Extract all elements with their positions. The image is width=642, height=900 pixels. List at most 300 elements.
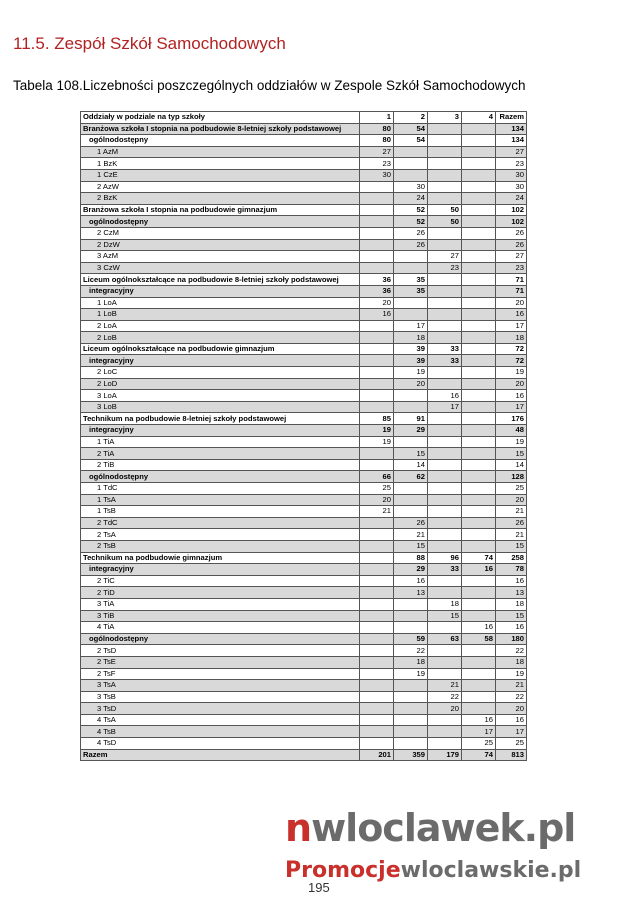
- table-row: [81, 587, 527, 599]
- value-cell: [428, 483, 462, 495]
- value-cell: [462, 436, 496, 448]
- value-cell: [428, 529, 462, 541]
- row-label: 3 TiA: [81, 598, 360, 610]
- value-cell: 22: [428, 691, 462, 703]
- row-label: 4 TsA: [81, 714, 360, 726]
- value-cell: [428, 471, 462, 483]
- value-cell: [394, 506, 428, 518]
- row-label: 2 CzM: [81, 227, 360, 239]
- value-cell: [462, 471, 496, 483]
- value-cell: [462, 216, 496, 228]
- value-cell: [394, 297, 428, 309]
- value-cell: 36: [360, 274, 394, 286]
- table-body: [81, 123, 527, 761]
- table-row: [81, 332, 527, 344]
- value-cell: 15: [496, 540, 527, 552]
- value-cell: [394, 309, 428, 321]
- table-row: [81, 506, 527, 518]
- value-cell: 25: [496, 483, 527, 495]
- value-cell: 26: [394, 227, 428, 239]
- value-cell: [360, 343, 394, 355]
- value-cell: 21: [428, 680, 462, 692]
- table-row: [81, 610, 527, 622]
- value-cell: [394, 390, 428, 402]
- table-row: [81, 459, 527, 471]
- value-cell: 29: [394, 564, 428, 576]
- value-cell: 59: [394, 633, 428, 645]
- table-row: [81, 239, 527, 251]
- value-cell: 72: [496, 343, 527, 355]
- table-row: [81, 703, 527, 715]
- value-cell: 58: [462, 633, 496, 645]
- value-cell: 21: [496, 506, 527, 518]
- value-cell: [360, 540, 394, 552]
- value-cell: [462, 309, 496, 321]
- value-cell: 23: [496, 158, 527, 170]
- table-row: [81, 401, 527, 413]
- row-label: 3 TiB: [81, 610, 360, 622]
- value-cell: [428, 656, 462, 668]
- table-row: [81, 251, 527, 263]
- value-cell: [462, 494, 496, 506]
- table-row: [81, 738, 527, 750]
- row-label: 2 BzK: [81, 193, 360, 205]
- value-cell: 25: [360, 483, 394, 495]
- value-cell: 33: [428, 564, 462, 576]
- row-label: integracyjny: [81, 564, 360, 576]
- row-label: Liceum ogólnokształcące na podbudowie gimnazjum: [81, 343, 360, 355]
- row-label: 3 TsA: [81, 680, 360, 692]
- value-cell: [462, 656, 496, 668]
- row-label: 1 AzM: [81, 146, 360, 158]
- table-row: [81, 483, 527, 495]
- table-row: [81, 343, 527, 355]
- value-cell: [394, 610, 428, 622]
- header-cell: 2: [394, 112, 428, 124]
- row-label: 4 TiA: [81, 622, 360, 634]
- value-cell: 18: [496, 598, 527, 610]
- value-cell: [428, 309, 462, 321]
- value-cell: 16: [462, 622, 496, 634]
- value-cell: 74: [462, 749, 496, 761]
- watermark-text: wloclawskie.pl: [400, 858, 582, 883]
- row-label: ogólnodostępny: [81, 216, 360, 228]
- value-cell: [360, 622, 394, 634]
- value-cell: [428, 459, 462, 471]
- header-cell: Razem: [496, 112, 527, 124]
- value-cell: [428, 436, 462, 448]
- value-cell: 88: [394, 552, 428, 564]
- value-cell: [462, 390, 496, 402]
- value-cell: [462, 146, 496, 158]
- value-cell: 19: [496, 436, 527, 448]
- row-label: Technikum na podbudowie 8-letniej szkoły podstawowej: [81, 413, 360, 425]
- value-cell: [360, 517, 394, 529]
- value-cell: [462, 274, 496, 286]
- value-cell: [462, 123, 496, 135]
- row-label: 2 AzW: [81, 181, 360, 193]
- value-cell: [462, 158, 496, 170]
- value-cell: 27: [360, 146, 394, 158]
- value-cell: 16: [496, 714, 527, 726]
- table-row: [81, 320, 527, 332]
- value-cell: [360, 193, 394, 205]
- value-cell: [360, 390, 394, 402]
- row-label: 2 TsA: [81, 529, 360, 541]
- value-cell: 26: [394, 239, 428, 251]
- value-cell: [428, 506, 462, 518]
- table-row: [81, 680, 527, 692]
- value-cell: 30: [496, 169, 527, 181]
- value-cell: 14: [394, 459, 428, 471]
- table-header-row: [81, 112, 527, 124]
- value-cell: [360, 401, 394, 413]
- value-cell: [428, 123, 462, 135]
- row-label: 1 LoA: [81, 297, 360, 309]
- table-row: [81, 378, 527, 390]
- value-cell: [462, 575, 496, 587]
- page-number: 195: [308, 880, 330, 895]
- value-cell: [360, 181, 394, 193]
- value-cell: 16: [462, 714, 496, 726]
- value-cell: 23: [360, 158, 394, 170]
- value-cell: [462, 483, 496, 495]
- value-cell: [462, 227, 496, 239]
- row-label: 1 TsB: [81, 506, 360, 518]
- value-cell: [360, 680, 394, 692]
- value-cell: 24: [394, 193, 428, 205]
- value-cell: 21: [360, 506, 394, 518]
- table-row: [81, 390, 527, 402]
- value-cell: 21: [496, 529, 527, 541]
- value-cell: 18: [394, 656, 428, 668]
- value-cell: [462, 703, 496, 715]
- table-row: [81, 749, 527, 761]
- value-cell: 813: [496, 749, 527, 761]
- value-cell: [462, 425, 496, 437]
- value-cell: 50: [428, 204, 462, 216]
- value-cell: 52: [394, 216, 428, 228]
- table-row: [81, 471, 527, 483]
- value-cell: [428, 378, 462, 390]
- value-cell: [462, 355, 496, 367]
- value-cell: 18: [496, 332, 527, 344]
- table-row: [81, 656, 527, 668]
- value-cell: 20: [496, 378, 527, 390]
- value-cell: 16: [462, 564, 496, 576]
- row-label: 3 LoB: [81, 401, 360, 413]
- value-cell: [360, 320, 394, 332]
- value-cell: [360, 668, 394, 680]
- value-cell: [394, 251, 428, 263]
- value-cell: [394, 622, 428, 634]
- value-cell: 18: [394, 332, 428, 344]
- value-cell: 19: [496, 668, 527, 680]
- value-cell: [360, 726, 394, 738]
- value-cell: [462, 645, 496, 657]
- value-cell: 74: [462, 552, 496, 564]
- value-cell: [360, 367, 394, 379]
- value-cell: [462, 343, 496, 355]
- value-cell: 35: [394, 274, 428, 286]
- table-row: [81, 355, 527, 367]
- value-cell: 72: [496, 355, 527, 367]
- value-cell: [462, 506, 496, 518]
- value-cell: [462, 448, 496, 460]
- row-label: 2 LoA: [81, 320, 360, 332]
- value-cell: 16: [496, 575, 527, 587]
- value-cell: 20: [496, 494, 527, 506]
- value-cell: 17: [394, 320, 428, 332]
- value-cell: 20: [360, 494, 394, 506]
- value-cell: 54: [394, 135, 428, 147]
- table-row: [81, 668, 527, 680]
- value-cell: 134: [496, 135, 527, 147]
- class-counts-table: [80, 111, 527, 761]
- value-cell: 13: [496, 587, 527, 599]
- value-cell: [428, 668, 462, 680]
- row-label: 1 CzE: [81, 169, 360, 181]
- table-row: [81, 425, 527, 437]
- value-cell: [428, 413, 462, 425]
- value-cell: 19: [360, 425, 394, 437]
- value-cell: 128: [496, 471, 527, 483]
- value-cell: 134: [496, 123, 527, 135]
- row-label: 2 TiA: [81, 448, 360, 460]
- row-label: 2 TiB: [81, 459, 360, 471]
- table-row: [81, 181, 527, 193]
- table-row: [81, 146, 527, 158]
- value-cell: [360, 227, 394, 239]
- watermark-logo-nwloclawek: [285, 806, 575, 850]
- value-cell: 66: [360, 471, 394, 483]
- row-label: 3 AzM: [81, 251, 360, 263]
- value-cell: [360, 378, 394, 390]
- value-cell: [394, 146, 428, 158]
- value-cell: [428, 285, 462, 297]
- value-cell: 30: [394, 181, 428, 193]
- value-cell: [360, 459, 394, 471]
- value-cell: 16: [428, 390, 462, 402]
- value-cell: 22: [496, 691, 527, 703]
- value-cell: 17: [428, 401, 462, 413]
- value-cell: [394, 436, 428, 448]
- value-cell: [428, 332, 462, 344]
- value-cell: [428, 135, 462, 147]
- value-cell: 17: [496, 320, 527, 332]
- value-cell: 14: [496, 459, 527, 471]
- value-cell: 48: [496, 425, 527, 437]
- value-cell: [394, 726, 428, 738]
- value-cell: 24: [496, 193, 527, 205]
- value-cell: [462, 193, 496, 205]
- value-cell: [428, 239, 462, 251]
- value-cell: 176: [496, 413, 527, 425]
- row-label: 4 TsB: [81, 726, 360, 738]
- value-cell: 13: [394, 587, 428, 599]
- value-cell: 16: [360, 309, 394, 321]
- value-cell: [360, 262, 394, 274]
- value-cell: [428, 738, 462, 750]
- table-row: [81, 564, 527, 576]
- value-cell: [428, 425, 462, 437]
- value-cell: 63: [428, 633, 462, 645]
- value-cell: 180: [496, 633, 527, 645]
- value-cell: 15: [394, 540, 428, 552]
- table-row: [81, 529, 527, 541]
- value-cell: [462, 320, 496, 332]
- value-cell: [462, 529, 496, 541]
- value-cell: 50: [428, 216, 462, 228]
- table-row: [81, 622, 527, 634]
- table-row: [81, 297, 527, 309]
- row-label: 1 TdC: [81, 483, 360, 495]
- value-cell: [360, 656, 394, 668]
- value-cell: 19: [394, 668, 428, 680]
- value-cell: [360, 448, 394, 460]
- table-row: [81, 726, 527, 738]
- value-cell: [394, 494, 428, 506]
- table-row: [81, 575, 527, 587]
- table-row: [81, 714, 527, 726]
- value-cell: 15: [428, 610, 462, 622]
- value-cell: 16: [496, 390, 527, 402]
- value-cell: 19: [496, 367, 527, 379]
- value-cell: [462, 239, 496, 251]
- row-label: 2 TiC: [81, 575, 360, 587]
- value-cell: 36: [360, 285, 394, 297]
- value-cell: 80: [360, 123, 394, 135]
- value-cell: 25: [496, 738, 527, 750]
- row-label: 2 DzW: [81, 239, 360, 251]
- table-row: [81, 158, 527, 170]
- value-cell: [462, 297, 496, 309]
- table-row: [81, 598, 527, 610]
- value-cell: [394, 483, 428, 495]
- value-cell: [360, 216, 394, 228]
- value-cell: 17: [496, 401, 527, 413]
- value-cell: 26: [496, 517, 527, 529]
- value-cell: 27: [428, 251, 462, 263]
- table-row: [81, 645, 527, 657]
- value-cell: 15: [496, 448, 527, 460]
- value-cell: 17: [462, 726, 496, 738]
- row-label: Branżowa szkoła I stopnia na podbudowie 8-letniej szkoły podstawowej: [81, 123, 360, 135]
- value-cell: 30: [360, 169, 394, 181]
- row-label: 2 LoC: [81, 367, 360, 379]
- row-label: integracyjny: [81, 355, 360, 367]
- value-cell: 71: [496, 285, 527, 297]
- value-cell: 18: [428, 598, 462, 610]
- value-cell: 17: [496, 726, 527, 738]
- table-row: [81, 540, 527, 552]
- value-cell: [428, 645, 462, 657]
- value-cell: [462, 285, 496, 297]
- table-row: [81, 123, 527, 135]
- value-cell: [360, 552, 394, 564]
- value-cell: [428, 540, 462, 552]
- value-cell: [360, 239, 394, 251]
- row-label: 1 TsA: [81, 494, 360, 506]
- value-cell: 30: [496, 181, 527, 193]
- table-caption: Tabela 108.Liczebności poszczególnych oddziałów w Zespole Szkół Samochodowych: [13, 78, 526, 93]
- value-cell: 96: [428, 552, 462, 564]
- row-label: 2 TdC: [81, 517, 360, 529]
- value-cell: [360, 332, 394, 344]
- value-cell: [394, 262, 428, 274]
- value-cell: [462, 251, 496, 263]
- value-cell: [428, 622, 462, 634]
- table-row: [81, 204, 527, 216]
- value-cell: [394, 703, 428, 715]
- value-cell: 16: [496, 622, 527, 634]
- table-row: [81, 227, 527, 239]
- table-row: [81, 494, 527, 506]
- table-row: [81, 517, 527, 529]
- value-cell: [360, 703, 394, 715]
- value-cell: [462, 610, 496, 622]
- value-cell: [360, 633, 394, 645]
- value-cell: 20: [496, 297, 527, 309]
- value-cell: [394, 714, 428, 726]
- value-cell: 52: [394, 204, 428, 216]
- value-cell: 258: [496, 552, 527, 564]
- value-cell: [394, 401, 428, 413]
- value-cell: 23: [428, 262, 462, 274]
- value-cell: 19: [394, 367, 428, 379]
- value-cell: [428, 158, 462, 170]
- value-cell: [462, 378, 496, 390]
- value-cell: 26: [496, 239, 527, 251]
- value-cell: 39: [394, 343, 428, 355]
- row-label: 3 TsD: [81, 703, 360, 715]
- value-cell: [428, 587, 462, 599]
- watermark-text: wloclawek.pl: [311, 806, 576, 850]
- header-cell: 1: [360, 112, 394, 124]
- value-cell: [462, 413, 496, 425]
- value-cell: 21: [394, 529, 428, 541]
- value-cell: [360, 587, 394, 599]
- value-cell: [394, 738, 428, 750]
- table-row: [81, 436, 527, 448]
- value-cell: 23: [496, 262, 527, 274]
- row-label: ogólnodostępny: [81, 633, 360, 645]
- header-cell: 3: [428, 112, 462, 124]
- value-cell: [394, 680, 428, 692]
- value-cell: [360, 645, 394, 657]
- row-label: Razem: [81, 749, 360, 761]
- row-label: 2 TsB: [81, 540, 360, 552]
- row-label: integracyjny: [81, 285, 360, 297]
- table-row: [81, 216, 527, 228]
- value-cell: [428, 181, 462, 193]
- value-cell: [462, 204, 496, 216]
- value-cell: 359: [394, 749, 428, 761]
- value-cell: [360, 204, 394, 216]
- value-cell: 20: [394, 378, 428, 390]
- row-label: 1 LoB: [81, 309, 360, 321]
- table-row: [81, 309, 527, 321]
- value-cell: [428, 448, 462, 460]
- value-cell: [428, 169, 462, 181]
- value-cell: 35: [394, 285, 428, 297]
- row-label: 3 TsB: [81, 691, 360, 703]
- section-title: 11.5. Zespół Szkół Samochodowych: [13, 34, 286, 53]
- table-row: [81, 135, 527, 147]
- row-label: 2 TiD: [81, 587, 360, 599]
- value-cell: 33: [428, 355, 462, 367]
- value-cell: [428, 193, 462, 205]
